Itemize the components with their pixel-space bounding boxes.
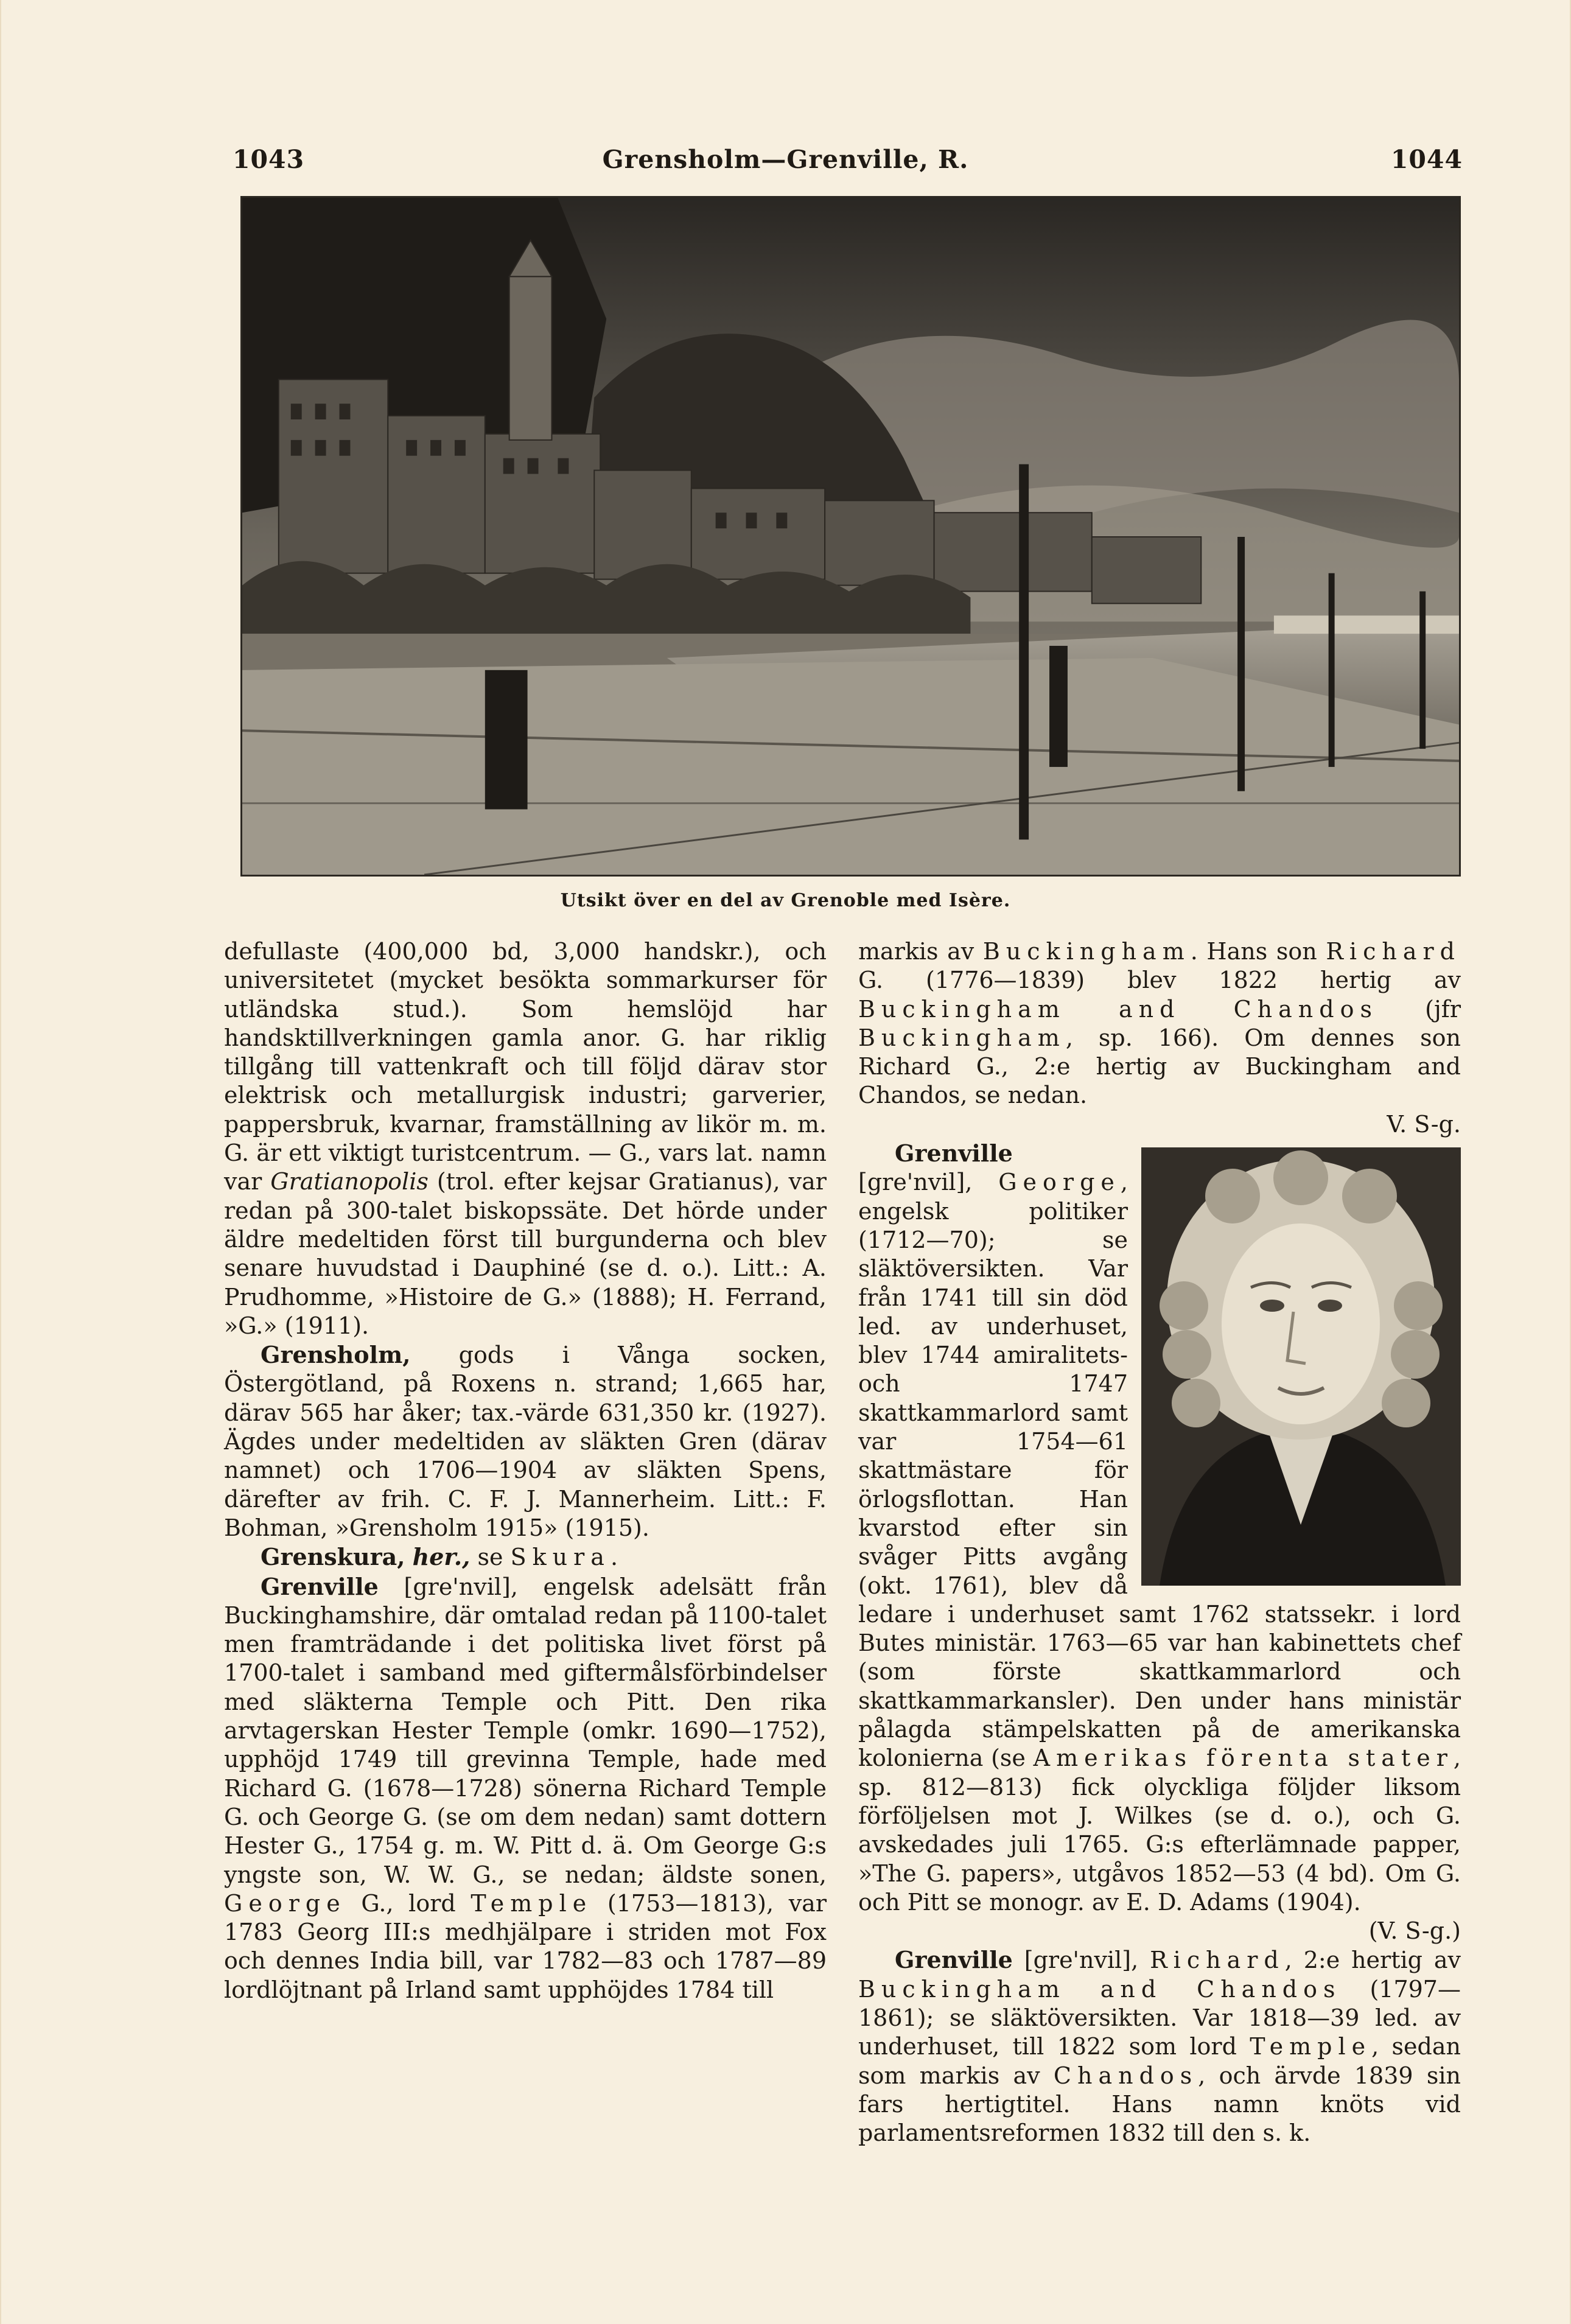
entry-headword: Grensholm,: [261, 1341, 411, 1369]
text-run: gods i Vånga socken, Östergötland, på Roxens n. strand; 1,665 har, därav 565 har åker; tax.-värde 631,350 kr. (1927). Ägdes under medeltiden av släkten Gren (därav namnet) och 1706—1904 av släkten Spens, därefter av frih. C. F. J. Mannerheim. Litt.: F. Bohman, »Grensholm 1915» (1915).: [224, 1342, 827, 1541]
text-run: (1753—1813), var 1783 Georg III:s medhjälpare i striden mot Fox och dennes India bill, var 1782—83 och 1787—89 lordlöjtnant på Irland samt upphöjdes 1784 till: [224, 1889, 827, 2003]
text-run: . Hans son: [1190, 938, 1317, 965]
running-title: Grensholm—Grenville, R.: [602, 145, 969, 174]
paragraph-grenoble-cont: [224, 937, 827, 1340]
text-run: markis av: [858, 938, 974, 965]
spaced-name: Buckingham: [858, 1024, 1066, 1051]
entry-grensholm: [224, 1340, 827, 1542]
text-run: G., lord: [361, 1889, 456, 1917]
entry-grenville-family: [224, 1572, 827, 2004]
text-run: (trol. efter kejsar Gratianus), var redan på 300-talet biskopssäte. Det hörde under äldre medeltiden först till burgunderna och blev senare huvudstad i Dauphiné (se d. o.). Litt.: A. Prudhomme, »Histoire de G.» (1888); H. Ferrand, »G.» (1911).: [224, 1168, 827, 1339]
text-run: (1797—1861); se släktöversikten. Var 1818—39 led. av underhuset, till 1822 som lord: [858, 1975, 1461, 2060]
entry-headword: Grenville: [895, 1139, 1013, 1167]
spaced-name: Temple: [471, 1889, 593, 1917]
abbrev: her.,: [412, 1543, 471, 1571]
text-run: , och ärvde 1839 sin fars hertigtitel. Hans namn knöts vid parlamentsreformen 1832 till den s. k.: [858, 2062, 1461, 2147]
spaced-name: George: [998, 1169, 1121, 1196]
entry-headword: Grenville: [895, 1946, 1013, 1974]
figure-caption: Utsikt över en del av Grenoble med Isère.: [560, 890, 1011, 911]
text-run: , engelsk politiker (1712—70); se släktöversikten. Var från 1741 till sin död led. av underhuset, blev 1744 amiralitets- och 1747 skattkammarlord samt var 1754—61 skattmästare för örlogsflottan. Han kvarstod efter sin svåger Pitts avgång (okt. 1761), blev då ledare i underhuset samt 1762 statssekr. i lord Butes ministär. 1763—65 var han kabinettets chef (som förste skattkammarlord och skattkammarkansler). Den under hans ministär pålagda stämpelskatten på de amerikanska kolonierna (se: [858, 1169, 1461, 1772]
grenoble-photo: [240, 196, 1461, 877]
text-run: (jfr: [1425, 995, 1461, 1023]
spaced-name: Chandos: [1053, 2062, 1198, 2089]
text-run: [gre'nvil],: [1024, 1947, 1139, 1974]
cross-ref: Skura: [510, 1544, 611, 1571]
spaced-name: Buckingham and Chandos: [858, 1975, 1342, 2003]
spaced-name: Richard: [1150, 1947, 1285, 1974]
portrait-george-grenville: [1141, 1147, 1461, 1586]
text-run: , sp. 166). Om dennes son Richard G., 2:e hertig av Buckingham and Chandos, se nedan.: [858, 1024, 1461, 1109]
spaced-name: Temple: [1250, 2033, 1372, 2060]
spaced-name: Buckingham: [982, 938, 1191, 965]
text-run: , 2:e hertig av: [1284, 1947, 1461, 1974]
entry-grenskura: [224, 1542, 827, 1572]
text-column-right: [858, 937, 1461, 2147]
entry-george-grenville: [858, 1139, 1461, 1917]
latin-name: Gratianopolis: [270, 1168, 429, 1195]
text-run: G. (1776—1839) blev 1822 hertig av: [858, 967, 1461, 994]
spaced-name: Buckingham and Chandos: [858, 995, 1378, 1023]
page-number-left: 1043: [233, 145, 305, 174]
text-run: , sedan som markis av: [858, 2033, 1461, 2089]
entry-headword: Grenville: [261, 1572, 379, 1600]
text-run: [gre'nvil],: [858, 1169, 973, 1196]
spaced-name: Richard: [1326, 938, 1461, 965]
text-run: .: [610, 1544, 618, 1571]
text-run: se: [477, 1544, 503, 1571]
author-signature: V. S-g.: [1387, 1110, 1461, 1138]
cross-ref: Amerikas förenta stater: [1033, 1745, 1454, 1772]
entry-headword: Grenskura,: [261, 1543, 405, 1571]
text-run: [gre'nvil], engelsk adelsätt från Buckinghamshire, där omtalad redan på 1100-talet men framträdande i det politiska livet först på 1700-talet i samband med giftermålsförbindelser med släkterna Temple och Pitt. Den rika arvtagerskan Hester Temple (omkr. 1690—1752), upphöjd 1749 till grevinna Temple, hade med Richard G. (1678—1728) sönerna Richard Temple G. och George G. (se om dem nedan) samt dottern Hester G., 1754 g. m. W. Pitt d. ä. Om George G:s yngste son, W. W. G., se nedan; äldste sonen,: [224, 1573, 827, 1888]
page-number-right: 1044: [1390, 145, 1463, 174]
author-signature: (V. S-g.): [1368, 1917, 1461, 1945]
text-column-left: [224, 937, 827, 2004]
entry-richard-grenville: [858, 1945, 1461, 2147]
text-run: defullaste (400,000 bd, 3,000 handskr.), och universitetet (mycket besökta sommarkurser för utländska stud.). Som hemslöjd har handsktillverkningen gamla anor. G. har riklig tillgång till vattenkraft och till följd därav stor elektrisk och metallurgisk industri; garverier, pappersbruk, kvarnar, framställning av likör m. m. G. är ett viktigt turistcentrum. — G., vars lat. namn var: [224, 938, 827, 1195]
paragraph-family-cont: [858, 937, 1461, 1110]
spaced-name: George: [224, 1889, 346, 1917]
text-run: , sp. 812—813) fick olyckliga följder liksom förföljelsen mot J. Wilkes (se d. o.), och G. avskedades juli 1765. G:s efterlämnade papper, »The G. papers», utgåvos 1852—53 (4 bd). Om G. och Pitt se monogr. av E. D. Adams (1904).: [858, 1745, 1461, 1916]
